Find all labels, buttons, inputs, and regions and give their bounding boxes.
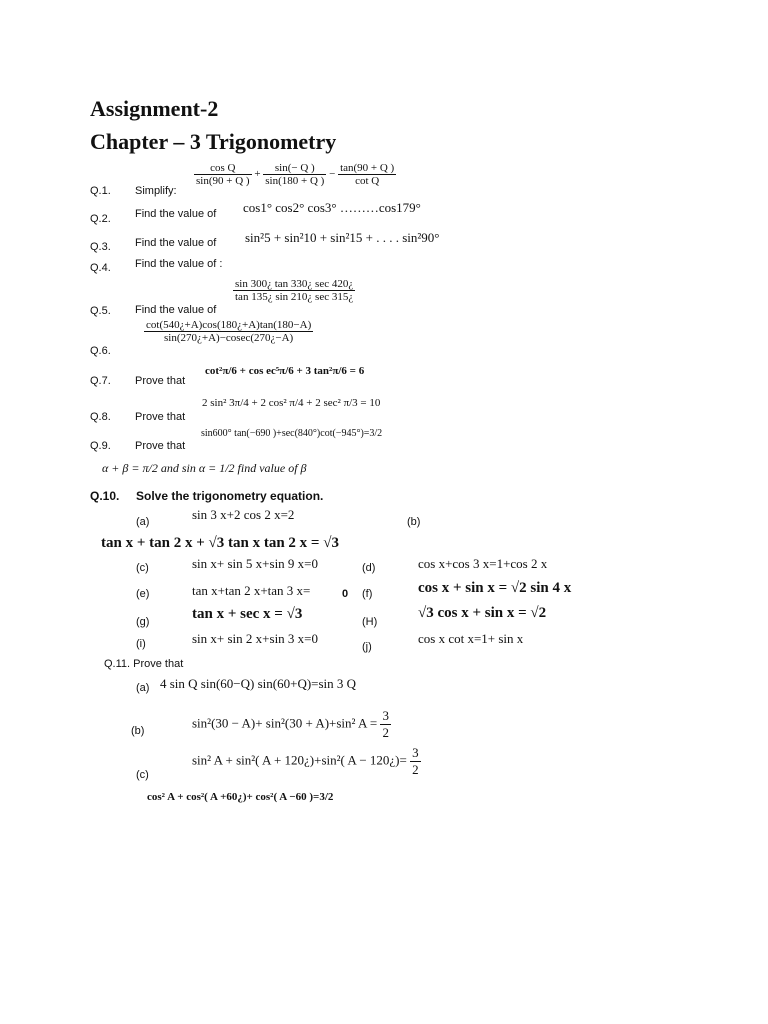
q11c-lhs: sin² A + sin²( A + 120¿)+sin²( A − 120¿)= [192,752,407,768]
q11a-label: (a) [136,682,150,694]
q1-term2-numerator: sin(− Q ) [263,162,326,175]
q1-expression [194,162,396,187]
q10d-label: (d) [362,562,376,574]
q11b-label: (b) [131,725,145,737]
q11b-denominator: 2 [382,725,389,740]
q10h-expression: √3 cos x + sin x = √2 [418,605,547,621]
q1-term1-numerator: cos Q [194,162,252,175]
q10e-zero: 0 [342,588,349,600]
q10c-expression: sin x+ sin 5 x+sin 9 x=0 [192,556,319,571]
q10b-label: (b) [407,516,421,528]
q11b-expression [192,708,391,741]
q3-expression: sin²5 + sin²10 + sin²15 + . . . . sin²90° [245,230,440,245]
q4-numerator: sin 300¿ tan 330¿ sec 420¿ [235,278,354,290]
q11b-lhs: sin²(30 − A)+ sin²(30 + A)+sin² A = [192,715,378,731]
q11-last-expression: cos² A + cos²( A +60¿)+ cos²( A −60 )=3/2 [147,791,334,803]
q5-number: Q.5. [90,305,111,317]
q10a-expression: sin 3 x+2 cos 2 x=2 [192,507,295,522]
q11a-expression: 4 sin Q sin(60−Q) sin(60+Q)=sin 3 Q [160,676,357,691]
q4-number: Q.4. [90,262,111,274]
q10b-expression: tan x + tan 2 x + √3 tan x tan 2 x = √3 [101,535,339,551]
q10g-expression: tan x + sec x = √3 [192,606,303,622]
q1-term3-denominator: cot Q [355,175,380,187]
assignment-title: Assignment-2 [90,96,219,121]
q1-op2: − [329,168,336,181]
q11c-label: (c) [136,769,149,781]
q1-op1: + [254,168,261,181]
q10e-label: (e) [136,588,150,600]
q1-term3-numerator: tan(90 + Q ) [340,162,395,174]
q3-number: Q.3. [90,241,111,253]
q2-expression: cos1° cos2° cos3° ………cos179° [243,200,421,215]
q8-expression: 2 sin² 3π/4 + 2 cos² π/4 + 2 sec² π/3 = 10 [202,397,381,409]
q9-number: Q.9. [90,440,111,452]
q10e-expression: tan x+tan 2 x+tan 3 x= [192,583,311,598]
q10h-label: (H) [362,616,378,628]
q9-expression: sin600° tan(−690 )+sec(840°)cot(−945°)=3/2 [201,428,383,439]
q5-denominator: sin(270¿+A)−cosec(270¿−A) [164,332,294,344]
q11c-numerator: 3 [412,745,419,760]
q10d-expression: cos x+cos 3 x=1+cos 2 x [418,556,548,571]
q7-label: Prove that [135,375,186,387]
q1-term2-denominator: sin(180 + Q ) [265,175,325,187]
q1-term1-denominator: sin(90 + Q ) [196,175,250,187]
q11-number: Q.11. Prove that [104,658,184,670]
q11b-numerator: 3 [382,708,389,723]
q1-label: Simplify: [135,185,177,197]
q11c-expression [192,745,421,778]
q10g-label: (g) [136,616,150,628]
q1-number: Q.1. [90,185,111,197]
q9-label: Prove that [135,440,186,452]
q2-number: Q.2. [90,213,111,225]
q10f-label: (f) [362,588,373,600]
q6-number: Q.6. [90,345,111,357]
q4-denominator: tan 135¿ sin 210¿ sec 315¿ [235,291,354,303]
q5-numerator: cot(540¿+A)cos(180¿+A)tan(180−A) [146,319,312,331]
q10c-label: (c) [136,562,149,574]
q10f-expression: cos x + sin x = √2 sin 4 x [418,580,572,596]
q2-label: Find the value of [135,208,217,220]
q7-number: Q.7. [90,375,111,387]
q10j-expression: cos x cot x=1+ sin x [418,631,524,646]
q5-expression [144,319,313,344]
q10j-label: (j) [362,641,372,653]
q11c-denominator: 2 [412,762,419,777]
q10a-label: (a) [136,516,150,528]
q5-label: Find the value of [135,304,217,316]
beta-condition: α + β = π/2 and sin α = 1/2 find value of β [102,461,307,475]
q10i-label: (i) [136,638,146,650]
chapter-title: Chapter – 3 Trigonometry [90,129,337,154]
q8-label: Prove that [135,411,186,423]
q4-label: Find the value of : [135,258,223,270]
q3-label: Find the value of [135,237,217,249]
q10-label: Solve the trigonometry equation. [136,489,324,503]
q4-expression [233,278,355,303]
q10i-expression: sin x+ sin 2 x+sin 3 x=0 [192,631,319,646]
q10-number: Q.10. [90,489,120,503]
q7-expression: cot²π/6 + cos ec⁵π/6 + 3 tan²π/6 = 6 [205,365,365,377]
q8-number: Q.8. [90,411,111,423]
